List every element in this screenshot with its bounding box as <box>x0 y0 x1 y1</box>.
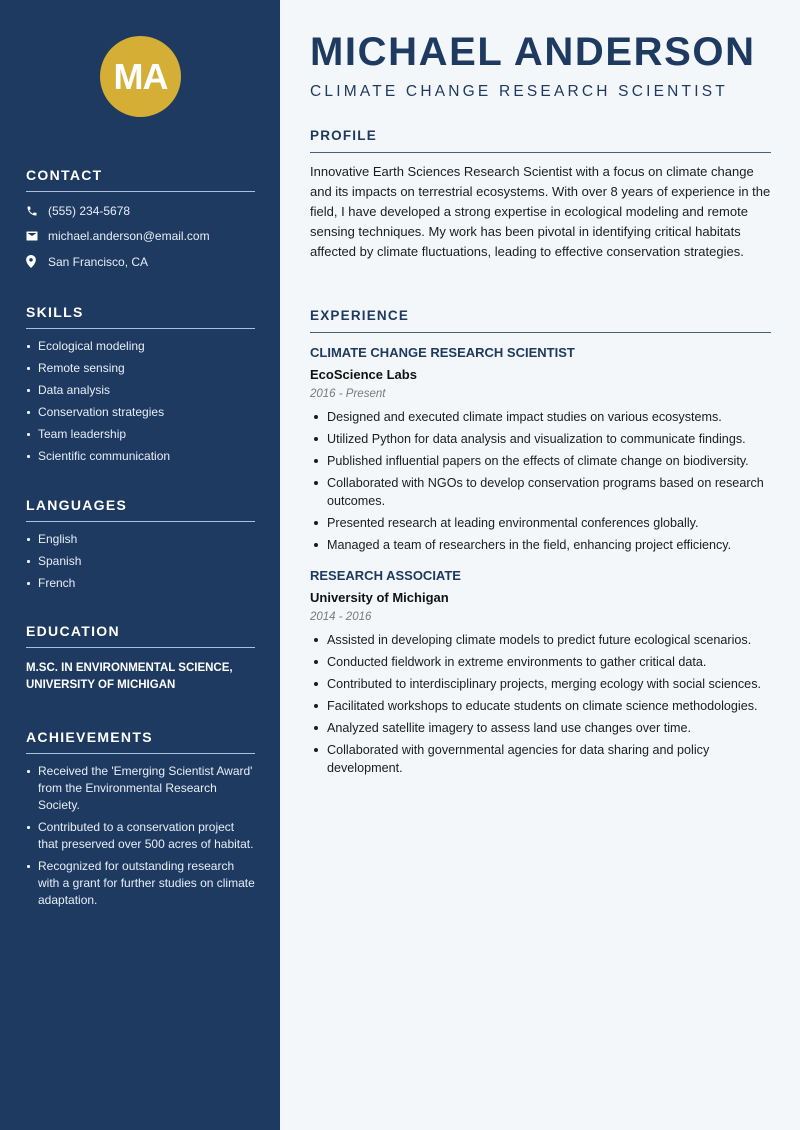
languages-list <box>26 531 255 592</box>
job-entry <box>310 568 771 777</box>
list-item: Spanish <box>26 553 255 570</box>
list-item: French <box>26 575 255 592</box>
skills-list <box>26 338 255 465</box>
email-text: michael.anderson@email.com <box>48 229 210 244</box>
experience-heading: EXPERIENCE <box>310 308 771 333</box>
avatar <box>100 36 181 117</box>
list-item: Analyzed satellite imagery to assess land use changes over time. <box>310 719 771 737</box>
list-item: Assisted in developing climate models to predict future ecological scenarios. <box>310 631 771 649</box>
achievements-section <box>26 729 255 914</box>
phone-text: (555) 234-5678 <box>48 203 131 218</box>
job-bullets <box>310 408 771 554</box>
location-text: San Francisco, CA <box>48 254 149 269</box>
list-item: Presented research at leading environmental conferences globally. <box>310 514 771 532</box>
list-item: Designed and executed climate impact studies on various ecosystems. <box>310 408 771 426</box>
contact-heading: CONTACT <box>26 167 255 192</box>
list-item: Contributed to interdisciplinary projects, merging ecology with social sciences. <box>310 675 771 693</box>
list-item: Conducted fieldwork in extreme environments to gather critical data. <box>310 653 771 671</box>
list-item: Team leadership <box>26 426 255 443</box>
profile-heading: PROFILE <box>310 128 771 153</box>
list-item: Utilized Python for data analysis and visualization to communicate findings. <box>310 430 771 448</box>
job-title: CLIMATE CHANGE RESEARCH SCIENTIST <box>310 345 575 360</box>
list-item: Managed a team of researchers in the field, enhancing project efficiency. <box>310 536 771 554</box>
list-item: Recognized for outstanding research with a grant for further studies on climate adaptation. <box>26 858 255 909</box>
candidate-name: MICHAEL ANDERSON <box>310 30 756 74</box>
phone-icon <box>26 205 48 217</box>
contact-location <box>26 249 255 275</box>
achievements-heading: ACHIEVEMENTS <box>26 729 255 754</box>
education-degree: M.SC. IN ENVIRONMENTAL SCIENCE, UNIVERSITY OF MICHIGAN <box>26 662 233 691</box>
list-item: Contributed to a conservation project that preserved over 500 acres of habitat. <box>26 819 255 853</box>
contact-section <box>26 167 255 275</box>
skills-section <box>26 304 255 470</box>
profile-text: Innovative Earth Sciences Research Scientist with a focus on climate change and its impacts on terrestrial ecosystems. With over 8 years of experience in the field, I have developed a strong expertise in ecological modeling and remote sensing techniques. My work has been pivotal in identifying critical habitats affected by climate fluctuations, leading to effective conservation strategies. <box>310 164 771 259</box>
list-item: Collaborated with NGOs to develop conservation programs based on research outcomes. <box>310 474 771 510</box>
job-company: EcoScience Labs <box>310 367 417 382</box>
list-item: Received the 'Emerging Scientist Award' from the Environmental Research Society. <box>26 763 255 814</box>
job-company: University of Michigan <box>310 590 449 605</box>
languages-heading: LANGUAGES <box>26 497 255 522</box>
avatar-initials: MA <box>113 55 168 97</box>
email-icon <box>26 231 48 241</box>
list-item: Data analysis <box>26 382 255 399</box>
skills-heading: SKILLS <box>26 304 255 329</box>
contact-email <box>26 224 255 250</box>
list-item: Facilitated workshops to educate students on climate science methodologies. <box>310 697 771 715</box>
list-item: Ecological modeling <box>26 338 255 355</box>
list-item: Published influential papers on the effects of climate change on biodiversity. <box>310 452 771 470</box>
job-entry <box>310 345 771 554</box>
job-dates: 2016 - Present <box>310 388 386 400</box>
list-item: Remote sensing <box>26 360 255 377</box>
education-heading: EDUCATION <box>26 623 255 648</box>
list-item: English <box>26 531 255 548</box>
job-bullets <box>310 631 771 777</box>
list-item: Scientific communication <box>26 448 255 465</box>
profile-section <box>310 128 771 262</box>
list-item: Collaborated with governmental agencies for data sharing and policy development. <box>310 741 771 777</box>
education-section <box>26 623 255 694</box>
location-pin-icon <box>26 255 48 268</box>
languages-section <box>26 497 255 597</box>
job-dates: 2014 - 2016 <box>310 611 372 623</box>
list-item: Conservation strategies <box>26 404 255 421</box>
experience-section <box>310 308 771 781</box>
candidate-role: CLIMATE CHANGE RESEARCH SCIENTIST <box>310 83 728 100</box>
sidebar <box>0 0 280 1130</box>
job-title: RESEARCH ASSOCIATE <box>310 568 461 583</box>
contact-phone <box>26 198 255 224</box>
achievements-list <box>26 763 255 909</box>
